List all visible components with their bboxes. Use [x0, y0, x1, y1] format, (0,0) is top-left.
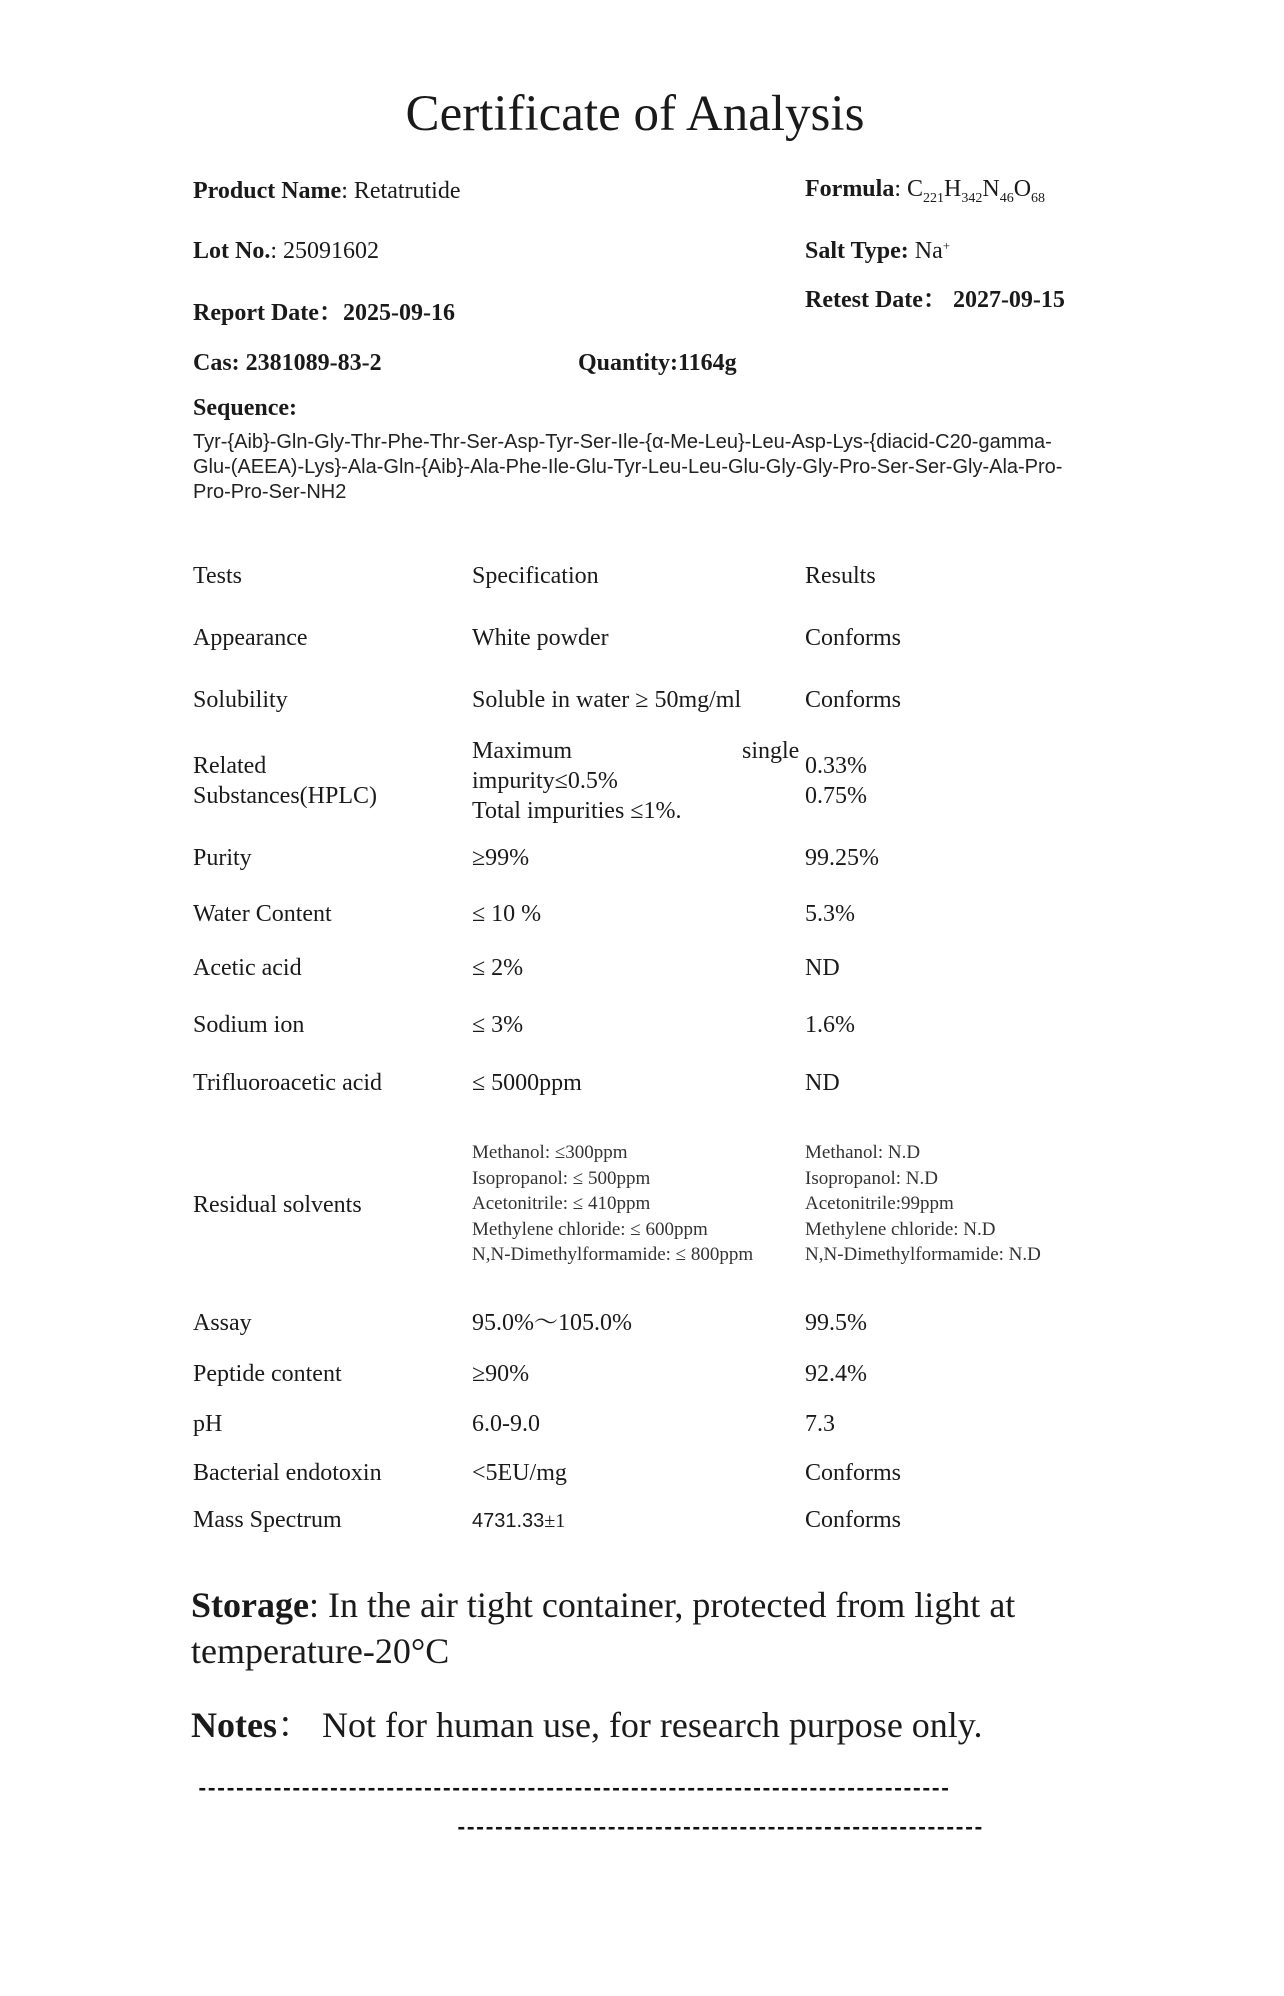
table-cell-spec: Methanol: ≤300ppm Isopropanol: ≤ 500ppm Acetonitrile: ≤ 410ppm Methylene chloride: ≤ 600ppm N,N-Dimethylformamide: ≤ 800ppm [472, 1142, 754, 1265]
table-cell-test: Substances(HPLC) [193, 783, 377, 809]
notes-label: Notes [191, 1705, 277, 1745]
table-cell-result: 99.25% [805, 845, 879, 871]
table-header-results: Results [805, 563, 876, 589]
table-cell-result: 5.3% [805, 901, 855, 927]
table-cell-test: Peptide content [193, 1361, 342, 1387]
table-header-tests: Tests [193, 563, 242, 589]
product-name-label: Product Name [193, 178, 342, 204]
lot-label: Lot No. [193, 238, 271, 264]
table-cell-test: Water Content [193, 901, 332, 927]
table-cell-test: Related [193, 753, 267, 779]
table-cell-spec: 95.0%～105.0% [472, 1310, 632, 1336]
table-cell-test: Acetic acid [193, 955, 302, 981]
table-cell-spec: ≤ 5000ppm [472, 1070, 582, 1096]
footer-dash-line: -------------------------------------------------------- [455, 1818, 982, 1841]
table-cell-result: 0.75% [805, 783, 867, 809]
table-cell-test: Assay [193, 1310, 252, 1336]
notes-text: Not for human use, for research purpose only. [322, 1705, 983, 1745]
table-cell-spec: Maximum [472, 738, 572, 764]
table-cell-test: Appearance [193, 625, 308, 651]
document-title: Certificate of Analysis [405, 86, 865, 142]
formula-field: Formula: $C_{221}H_{342}N_{46}O_{68}$ [805, 176, 1046, 206]
table-cell-result: Conforms [805, 1460, 901, 1486]
retest-date-value: 2027-09-15 [952, 287, 1065, 313]
quantity-field: Quantity:1164g [578, 350, 737, 376]
lot-field: Lot No.: 25091602 [193, 238, 380, 264]
lot-value: 25091602 [283, 238, 380, 264]
table-cell-spec: ≥90% [472, 1361, 530, 1387]
storage-statement [191, 1582, 1091, 1674]
table-cell-result: Conforms [805, 687, 901, 713]
table-cell-spec: ≤ 10 % [472, 901, 542, 927]
product-name-field: Product Name: Retatrutide [193, 178, 461, 204]
notes-statement [191, 1702, 1091, 1748]
report-date-value: 2025-09-16 [342, 300, 455, 326]
table-cell-spec: ≤ 3% [472, 1012, 524, 1038]
product-name-value: Retatrutide [353, 178, 461, 204]
table-cell-spec: single [742, 738, 800, 764]
table-cell-test: pH [193, 1411, 223, 1437]
table-cell-result: 92.4% [805, 1361, 867, 1387]
storage-text: : In the air tight container, protected from light at temperature-20°C [191, 1585, 1016, 1671]
table-cell-spec: White powder [472, 625, 609, 651]
table-cell-result: Methanol: N.D Isopropanol: N.D Acetonitrile:99ppm Methylene chloride: N.D N,N-Dimethylformamide: N.D [805, 1142, 1041, 1265]
sequence-label: Sequence: [193, 395, 297, 421]
table-cell-test: Trifluoroacetic acid [193, 1070, 383, 1096]
table-cell-test: Sodium ion [193, 1012, 305, 1038]
salt-charge: + [942, 238, 951, 253]
salt-type-value: Na [914, 238, 943, 264]
report-date-label: Report Date： [193, 300, 343, 326]
salt-type-label: Salt Type: [805, 238, 909, 264]
formula-label: Formula [805, 176, 895, 202]
table-cell-test: Solubility [193, 687, 288, 713]
table-cell-result: Conforms [805, 625, 901, 651]
table-cell-spec: Soluble in water ≥ 50mg/ml [472, 687, 742, 713]
table-cell-test: Bacterial endotoxin [193, 1460, 382, 1486]
table-cell-result: 99.5% [805, 1310, 867, 1336]
table-cell-spec: impurity≤0.5% [472, 768, 618, 794]
notes-separator: ： [276, 1705, 313, 1745]
sequence-value: Tyr-{Aib}-Gln-Gly-Thr-Phe-Thr-Ser-Asp-Tyr-Ser-Ile-{α-Me-Leu}-Leu-Asp-Lys-{diacid-C20-gamma-Glu-(AEEA)-Lys}-Ala-Gln-{Aib}-Ala-Phe-Ile-Glu-Tyr-Leu-Leu-Glu-Gly-Gly-Pro-Ser-Ser-Gly-Ala-Pro-Pro-Pro-Ser-NH2 [193, 431, 1063, 503]
table-cell-spec: Total impurities ≤1%. [472, 798, 682, 824]
retest-date-field [805, 285, 1073, 315]
table-cell-test: Mass Spectrum [193, 1507, 342, 1533]
table-cell-result: 0.33% [805, 753, 867, 779]
table-cell-test: Residual solvents [193, 1192, 362, 1218]
table-header-specification: Specification [472, 563, 599, 589]
table-cell-result: ND [805, 955, 840, 981]
footer-dash-line: -------------------------------------------------------------------------------- [196, 1779, 949, 1802]
formula-value: $C_{221}H_{342}N_{46}O_{68}$ [907, 176, 1046, 206]
table-cell-result: Conforms [805, 1507, 901, 1533]
table-cell-spec: ≥99% [472, 845, 530, 871]
retest-date-label: Retest Date： [805, 287, 947, 313]
table-cell-result: 7.3 [805, 1411, 835, 1437]
table-cell-spec: <5EU/mg [472, 1460, 567, 1486]
cas-field: Cas: 2381089-83-2 [193, 350, 382, 376]
storage-label: Storage [191, 1585, 309, 1625]
table-cell-spec: 4731.33±1 [472, 1510, 566, 1532]
salt-type-field [805, 236, 950, 266]
table-cell-spec: ≤ 2% [472, 955, 524, 981]
report-date-field [193, 298, 455, 328]
table-cell-spec: 6.0-9.0 [472, 1411, 540, 1437]
table-cell-test: Purity [193, 845, 252, 871]
table-cell-result: ND [805, 1070, 840, 1096]
table-cell-result: 1.6% [805, 1012, 855, 1038]
